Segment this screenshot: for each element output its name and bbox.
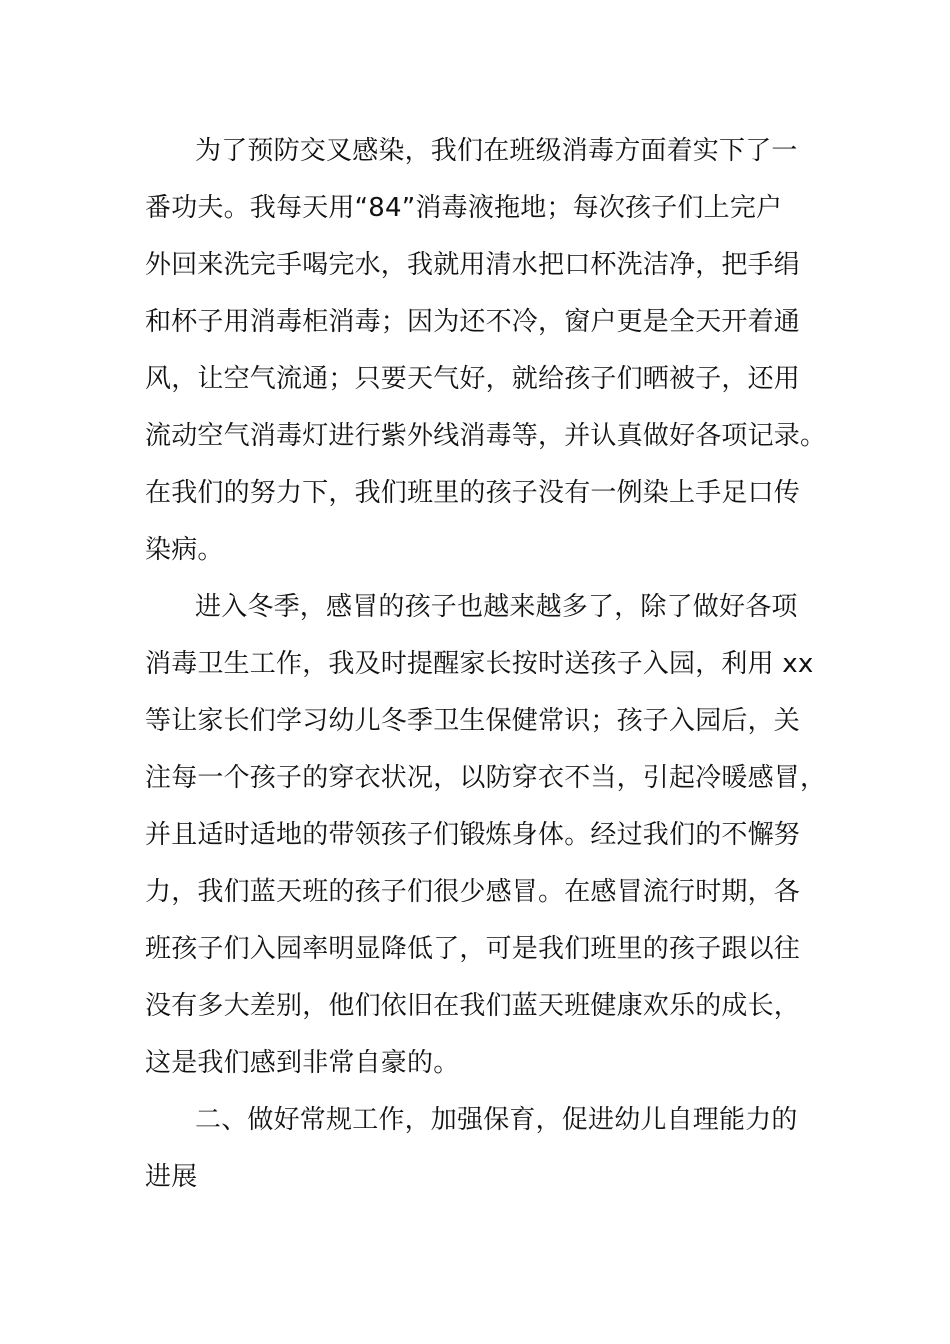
paragraph-2-line-1: 进入冬季，感冒的孩子也越来越多了，除了做好各项 [195, 592, 798, 622]
paragraph-1-line-8: 染病。 [145, 535, 224, 565]
paragraph-2-line-7: 班孩子们入园率明显降低了，可是我们班里的孩子跟以往 [145, 934, 801, 964]
paragraph-1-line-5: 风，让空气流通；只要天气好，就给孩子们晒被子，还用 [145, 364, 801, 394]
paragraph-1-line-4: 和杯子用消毒柜消毒；因为还不冷，窗户更是全天开着通 [145, 307, 801, 337]
paragraph-1-line-2: 番功夫。我每天用“84”消毒液拖地；每次孩子们上完户 [145, 193, 783, 223]
paragraph-1-line-6: 流动空气消毒灯进行紫外线消毒等，并认真做好各项记录。 [145, 421, 827, 451]
paragraph-1-line-3: 外回来洗完手喝完水，我就用清水把口杯洗洁净，把手绢 [145, 250, 801, 280]
section-heading-line-2: 进展 [145, 1162, 198, 1192]
paragraph-2-line-2: 消毒卫生工作，我及时提醒家长按时送孩子入园，利用 xx [145, 649, 814, 679]
paragraph-2-line-8: 没有多大差别，他们依旧在我们蓝天班健康欢乐的成长， [145, 991, 801, 1021]
paragraph-1-line-7: 在我们的努力下，我们班里的孩子没有一例染上手足口传 [145, 478, 801, 508]
paragraph-1-line-1: 为了预防交叉感染，我们在班级消毒方面着实下了一 [195, 136, 798, 166]
paragraph-2-line-5: 并且适时适地的带领孩子们锻炼身体。经过我们的不懈努 [145, 820, 801, 850]
paragraph-2-line-9: 这是我们感到非常自豪的。 [145, 1048, 460, 1078]
paragraph-2-line-3: 等让家长们学习幼儿冬季卫生保健常识；孩子入园后，关 [145, 706, 801, 736]
section-heading-line-1: 二、做好常规工作，加强保育，促进幼儿自理能力的 [195, 1105, 798, 1135]
paragraph-2-line-4: 注每一个孩子的穿衣状况，以防穿衣不当，引起冷暖感冒， [145, 763, 827, 793]
paragraph-2-line-6: 力，我们蓝天班的孩子们很少感冒。在感冒流行时期，各 [145, 877, 801, 907]
